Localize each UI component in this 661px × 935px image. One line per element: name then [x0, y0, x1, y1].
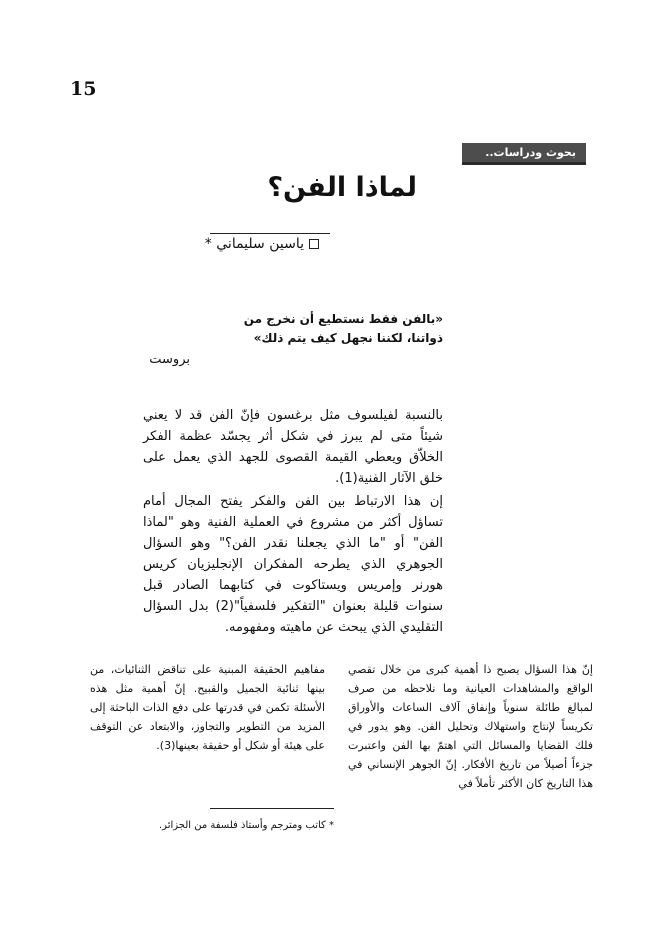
article-title: لماذا الفن؟ — [267, 172, 417, 203]
intro-paragraph: إن هذا الارتباط بين الفن والفكر يفتح المجال أمام تساؤل أكثر من مشروع في العملية الفنية وهو "لماذا الفن" أو "ما الذي يجعلنا نقدر الفن؟" وهو السؤال الجوهري الذي يطرحه المفكران الإنجليزيان كريس هورنر وإمريس ويستاكوت في كتابهما الصادر قبل سنوات قليلة بعنوان "التفكير فلسفياً"(2) بدل السؤال التقليدي الذي يبحث عن ماهيته ومفهومه. — [143, 494, 443, 635]
author-divider — [210, 233, 330, 234]
footnote-divider — [210, 808, 334, 809]
epigraph-author: بروست — [149, 352, 190, 367]
intro-text — [143, 405, 443, 640]
epigraph-quote: «بالفن فقط نستطيع أن نخرج من ذواتنا، لكننا نجهل كيف يتم ذلك» — [243, 312, 443, 345]
section-header-bar — [462, 143, 586, 165]
body-column-right: إنّ هذا السؤال يصبح ذا أهمية كبرى من خلال تقصي الواقع والمشاهدات العيانية وما نلاحظه من صرف لمبالغ طائلة سنوياً وإنفاق آلاف الساعات والأوراق تكريساً لإنتاج واستهلاك وتحليل الفن. وهو يدور في فلك القضايا والمسائل التي اهتمّ بها الفن واعتبرت جزءاً أصيلاً من تاريخ الأفكار. إنّ الجوهر الإنساني في هذا التاريخ كان الأكثر تأملاً في — [348, 663, 593, 790]
square-bullet-icon — [309, 239, 319, 249]
section-label: بحوث ودراسات.. — [485, 146, 576, 159]
author-name: ياسين سليماني * — [204, 236, 304, 252]
page-number: 15 — [70, 78, 97, 100]
intro-paragraph: بالنسبة لفيلسوف مثل برغسون فإنّ الفن قد لا يعني شيئاً متى لم يبرز في شكل أثر يجسّد عظمة الفكر الخلاّق ويعطي القيمة القصوى للجهد الذي يعمل على خلق الآثار الفنية(1). — [143, 408, 443, 486]
body-column-left: مفاهيم الحقيقة المبنية على تناقض الثنائيات، من بينها ثنائية الجميل والقبيح. إنّ أهمية مثل هذه الأسئلة تكمن في قدرتها على دفع الذات الباحثة إلى المزيد من التطوير والتجاوز، والابتعاد عن التوقف على هيئة أو شكل أو حقيقة بعينها(3). — [90, 663, 325, 752]
author-byline — [205, 236, 319, 252]
footnote: * كاتب ومترجم وأستاذ فلسفة من الجزائر. — [159, 820, 334, 831]
